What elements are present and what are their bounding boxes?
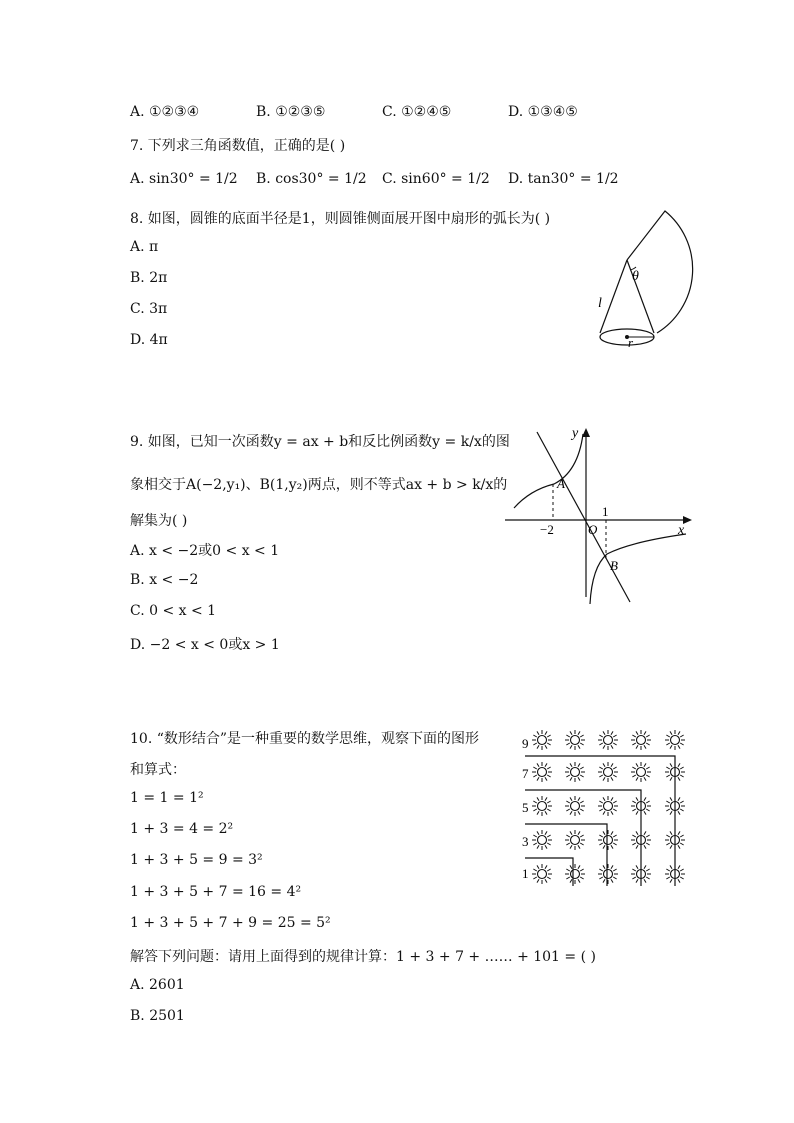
sun-icon	[565, 864, 585, 884]
sun-grid-figure	[515, 722, 695, 890]
q10-stem-line2: 和算式：	[130, 762, 186, 778]
sun-icon	[565, 730, 585, 750]
row-label-9: 9	[522, 736, 529, 751]
sun-icon	[565, 830, 585, 850]
q10-eq-2: 1 + 3 = 4 = 2²	[130, 821, 234, 837]
sun-icon	[598, 762, 618, 782]
sun-icon	[598, 864, 618, 884]
q9-option-d: D. −2 < x < 0或x > 1	[130, 637, 280, 653]
q6-option-a: A. ①②③④	[130, 104, 200, 120]
point-a-label: A	[557, 476, 565, 491]
tick-1-label: 1	[602, 504, 609, 519]
q6-option-d: D. ①③④⑤	[508, 104, 578, 120]
q10-eq-1: 1 = 1 = 1²	[130, 790, 204, 806]
q8-option-c: C. 3π	[130, 301, 168, 317]
q8-stem: 8. 如图，圆锥的底面半径是1，则圆锥侧面展开图中扇形的弧长为( )	[130, 211, 551, 227]
sun-icon	[532, 762, 552, 782]
sun-icon	[565, 762, 585, 782]
q9-option-a: A. x < −2或0 < x < 1	[130, 543, 280, 559]
q6-option-c: C. ①②④⑤	[382, 104, 452, 120]
q10-stem-line1: 10. “数形结合”是一种重要的数学思维，观察下面的图形	[130, 731, 480, 747]
q10-eq-4: 1 + 3 + 5 + 7 = 16 = 4²	[130, 884, 302, 900]
row-label-3: 3	[522, 834, 529, 849]
q9-stem-line1: 9. 如图，已知一次函数y = ax + b和反比例函数y = k/x的图	[130, 434, 510, 450]
q8-option-d: D. 4π	[130, 332, 168, 348]
sun-icon	[598, 796, 618, 816]
sun-icon	[532, 830, 552, 850]
q7-option-a: A. sin30° = 1/2	[130, 171, 238, 187]
q7-option-c: C. sin60° = 1/2	[382, 171, 490, 187]
row-label-5: 5	[522, 800, 529, 815]
sun-icon	[598, 730, 618, 750]
origin-label: O	[588, 522, 598, 537]
q9-stem-line2: 象相交于A(−2,y₁)、B(1,y₂)两点，则不等式ax + b > k/x的	[130, 477, 508, 493]
q8-option-a: A. π	[130, 239, 159, 255]
q9-option-b: B. x < −2	[130, 572, 199, 588]
q6-option-b: B. ①②③⑤	[256, 104, 326, 120]
sun-icon	[565, 796, 585, 816]
q9-stem-line3: 解集为( )	[130, 513, 188, 529]
sun-icon	[532, 864, 552, 884]
q10-question: 解答下列问题：请用上面得到的规律计算：1 + 3 + 7 + …… + 101 = ( )	[130, 949, 596, 965]
sun-icon	[532, 796, 552, 816]
q7-option-d: D. tan30° = 1/2	[508, 171, 619, 187]
q8-option-b: B. 2π	[130, 270, 168, 286]
sun-icon	[631, 730, 651, 750]
sun-icon	[598, 830, 618, 850]
sun-icon	[532, 730, 552, 750]
q10-option-a: A. 2601	[130, 977, 185, 993]
y-axis-label: y	[572, 426, 579, 441]
point-b-label: B	[610, 558, 618, 573]
sun-icon	[631, 762, 651, 782]
cone-figure	[590, 205, 700, 355]
q10-option-b: B. 2501	[130, 1008, 185, 1024]
x-axis-label: x	[678, 523, 685, 538]
theta-label: θ	[632, 269, 639, 284]
row-label-7: 7	[522, 766, 529, 781]
q10-eq-3: 1 + 3 + 5 = 9 = 3²	[130, 852, 263, 868]
row-label-1: 1	[522, 866, 529, 881]
slant-label: l	[598, 296, 602, 311]
tick-neg2-label: −2	[540, 522, 554, 537]
sun-icon	[665, 730, 685, 750]
radius-label: r	[628, 335, 634, 350]
q7-option-b: B. cos30° = 1/2	[256, 171, 367, 187]
function-graph-figure	[500, 422, 700, 607]
q7-stem: 7. 下列求三角函数值，正确的是( )	[130, 138, 346, 154]
q9-option-c: C. 0 < x < 1	[130, 603, 217, 619]
q10-eq-5: 1 + 3 + 5 + 7 + 9 = 25 = 5²	[130, 915, 331, 931]
